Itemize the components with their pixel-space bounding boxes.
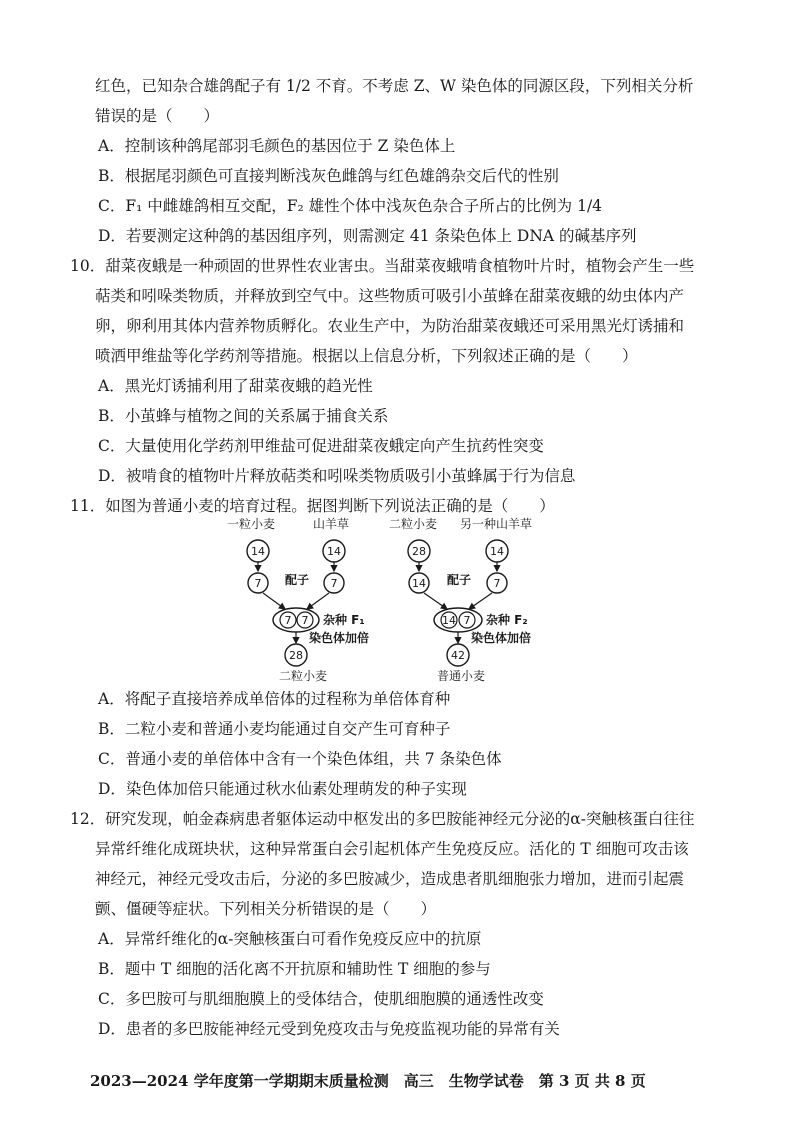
left-parent2-label: 山羊草: [313, 517, 350, 531]
right-parent2-num: 14: [490, 545, 504, 558]
right-product-label: 普通小麦: [437, 669, 486, 683]
q11-option-d: D．染色体加倍只能通过秋水仙素处理萌发的种子实现: [98, 780, 467, 798]
left-parent1-label: 一粒小麦: [227, 517, 276, 531]
q10-option-b: B．小茧蜂与植物之间的关系属于捕食关系: [98, 407, 389, 425]
q12-option-c: C．多巴胺可与肌细胞膜上的受体结合，使肌细胞膜的通透性改变: [98, 990, 544, 1008]
left-product-num: 28: [289, 649, 303, 662]
left-hybrid-label: 杂种 F₁: [323, 613, 365, 627]
left-double-label: 染色体加倍: [309, 631, 370, 645]
left-hybrid-num-1: 7: [284, 614, 292, 627]
right-arrow-3: [424, 593, 447, 609]
page-footer: 2023—2024 学年度第一学期期末质量检测 高三 生物学试卷 第 3 页 共 8 页: [90, 1072, 646, 1090]
right-arrow-4: [469, 593, 492, 609]
q12-stem-line-2: 异常纤维化成斑块状，这种异常蛋白会引起机体产生免疫反应。活化的 T 细胞可攻击该: [95, 840, 689, 858]
q9-option-d: D．若要测定这种鸽的基因组序列，则需测定 41 条染色体上 DNA 的碱基序列: [98, 227, 637, 245]
left-breeding-panel: [227, 516, 369, 683]
right-double-label: 染色体加倍: [471, 631, 532, 645]
q12-stem-line-4: 颤、僵硬等症状。下列相关分析错误的是（ ）: [95, 900, 437, 918]
q10-option-d: D．被啃食的植物叶片释放萜类和吲哚类物质吸引小茧蜂属于行为信息: [98, 467, 576, 485]
q10-stem-line-2: 萜类和吲哚类物质，并释放到空气中。这些物质可吸引小茧蜂在甜菜夜蛾的幼虫体内产: [95, 287, 685, 305]
right-hybrid-num-2: 7: [463, 614, 471, 627]
right-breeding-panel: [389, 516, 532, 683]
q10-stem-line-1: 10．甜菜夜蛾是一种顽固的世界性农业害虫。当甜菜夜蛾啃食植物叶片时，植物会产生一些: [70, 257, 695, 275]
left-gamete-label: 配子: [285, 573, 310, 587]
left-gamete2-num: 7: [330, 577, 338, 590]
q10-option-c: C．大量使用化学药剂甲维盐可促进甜菜夜蛾定向产生抗药性突变: [98, 437, 544, 455]
wheat-breeding-diagram: [225, 516, 585, 686]
right-gamete2-num: 7: [493, 577, 501, 590]
q11-option-c: C．普通小麦的单倍体中含有一个染色体组，共 7 条染色体: [98, 750, 502, 768]
right-gamete1-num: 14: [412, 577, 426, 590]
q12-stem-line-3: 神经元，神经元受攻击后，分泌的多巴胺减少，造成患者肌细胞张力增加，进而引起震: [95, 870, 685, 888]
q9-option-c: C．F₁ 中雌雄鸽相互交配，F₂ 雄性个体中浅灰色杂合子所占的比例为 1/4: [98, 197, 603, 215]
right-hybrid-label: 杂种 F₂: [486, 613, 528, 627]
q11-stem-line-1: 11．如图为普通小麦的培育过程。据图判断下列说法正确的是（ ）: [70, 497, 555, 515]
q11-option-a: A．将配子直接培养成单倍体的过程称为单倍体育种: [98, 690, 451, 708]
q12-option-d: D．患者的多巴胺能神经元受到免疫攻击与免疫监视功能的异常有关: [98, 1020, 560, 1038]
q10-option-a: A．黑光灯诱捕利用了甜菜夜蛾的趋光性: [98, 377, 373, 395]
left-parent2-num: 14: [327, 545, 341, 558]
left-arrow-3: [263, 593, 285, 609]
right-parent2-label: 另一种山羊草: [460, 517, 533, 531]
q10-stem-line-4: 喷洒甲维盐等化学药剂等措施。根据以上信息分析，下列叙述正确的是（ ）: [95, 347, 638, 365]
q11-option-b: B．二粒小麦和普通小麦均能通过自交产生可育种子: [98, 720, 451, 738]
right-product-num: 42: [451, 649, 465, 662]
left-parent1-num: 14: [251, 545, 265, 558]
left-hybrid-num-2: 7: [301, 614, 309, 627]
right-parent1-num: 28: [412, 545, 426, 558]
q12-stem-line-1: 12．研究发现，帕金森病患者躯体运动中枢发出的多巴胺能神经元分泌的α-突触核蛋白往往: [70, 810, 695, 828]
q9-option-a: A．控制该种鸽尾部羽毛颜色的基因位于 Z 染色体上: [98, 137, 456, 155]
q12-option-b: B．题中 T 细胞的活化离不开抗原和辅助性 T 细胞的参与: [98, 960, 491, 978]
right-parent1-label: 二粒小麦: [389, 517, 438, 531]
right-gamete-label: 配子: [447, 573, 472, 587]
left-product-label: 二粒小麦: [279, 669, 328, 683]
q9-stem-line-1: 红色，已知杂合雄鸽配子有 1/2 不育。不考虑 Z、W 染色体的同源区段，下列相关分析: [95, 77, 694, 95]
right-hybrid-num-1: 14: [442, 614, 456, 627]
q10-stem-line-3: 卵，卵利用其体内营养物质孵化。农业生产中，为防治甜菜夜蛾还可采用黑光灯诱捕和: [95, 317, 685, 335]
left-gamete1-num: 7: [254, 577, 262, 590]
q12-option-a: A．异常纤维化的α-突触核蛋白可看作免疫反应中的抗原: [98, 930, 482, 948]
q9-stem-line-2: 错误的是（ ）: [95, 107, 220, 125]
q9-option-b: B．根据尾羽颜色可直接判断浅灰色雌鸽与红色雄鸽杂交后代的性别: [98, 167, 559, 185]
left-arrow-4: [307, 593, 329, 609]
